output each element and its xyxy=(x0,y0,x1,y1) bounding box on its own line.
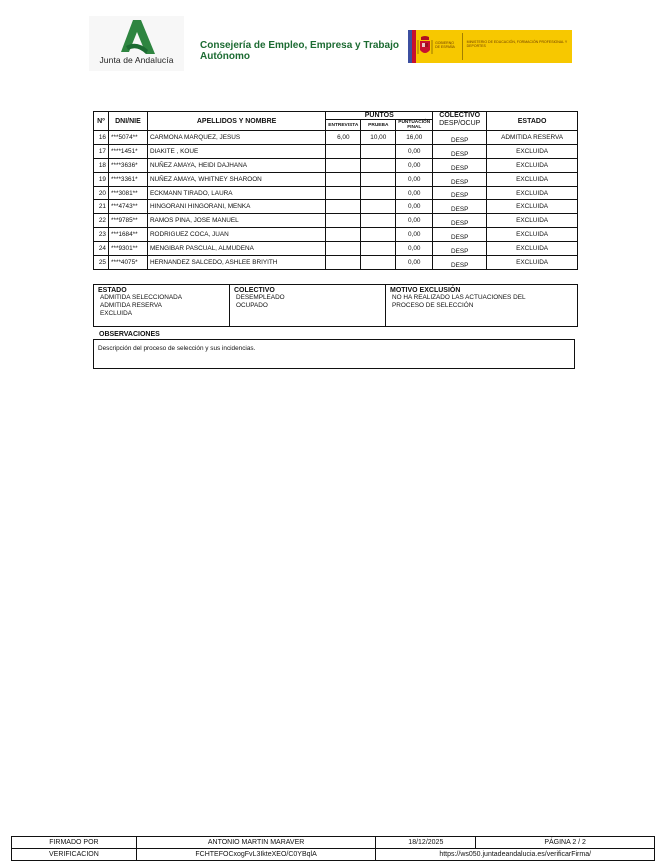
entrevista-cell: 6,00 xyxy=(326,131,361,145)
verificacion-label: VERIFICACION xyxy=(12,849,137,861)
dni-cell: ***4743** xyxy=(108,200,147,214)
observaciones-title: OBSERVACIONES xyxy=(99,331,160,338)
ministerio-label: MINISTERIO DE EDUCACIÓN, FORMACIÓN PROFESIONAL Y DEPORTES xyxy=(466,40,568,48)
col-header-n: Nº xyxy=(94,112,109,131)
colectivo-cell: DESP xyxy=(433,228,487,242)
col-header-nombre: APELLIDOS Y NOMBRE xyxy=(147,112,325,131)
prueba-cell: 10,00 xyxy=(361,131,396,145)
entrevista-cell xyxy=(326,228,361,242)
colectivo-cell: DESP xyxy=(433,242,487,256)
col-header-entrevista: ENTREVISTA xyxy=(326,120,361,131)
dni-cell: ***5074** xyxy=(108,131,147,145)
observaciones-box: Descripción del proceso de selección y sus incidencias. xyxy=(93,339,575,369)
puntuacion-final-cell: 0,00 xyxy=(396,228,433,242)
row-number: 25 xyxy=(94,256,109,270)
firmado-label: FIRMADO POR xyxy=(12,837,137,849)
puntuacion-final-cell: 0,00 xyxy=(396,144,433,158)
col-header-colectivo: COLECTIVO xyxy=(433,112,487,120)
consejeria-title xyxy=(200,40,399,62)
name-cell: CARMONA MARQUEZ, JESUS xyxy=(147,131,325,145)
col-header-estado: ESTADO xyxy=(487,112,578,131)
legend-motivo-item: NO HA REALIZADO LAS ACTUACIONES DEL xyxy=(392,294,526,301)
results-table xyxy=(93,111,578,270)
puntuacion-final-cell: 0,00 xyxy=(396,158,433,172)
entrevista-cell xyxy=(326,242,361,256)
col-header-dni: DNI/NIE xyxy=(108,112,147,131)
name-cell: NUÑEZ AMAYA, WHITNEY SHAROON xyxy=(147,172,325,186)
estado-cell: EXCLUIDA xyxy=(487,242,578,256)
name-cell: RAMOS PINA, JOSE MANUEL xyxy=(147,214,325,228)
estado-cell: EXCLUIDA xyxy=(487,186,578,200)
col-header-colectivo-sub: DESP/OCUP xyxy=(433,120,487,131)
legend-colectivo-title: COLECTIVO xyxy=(234,287,275,294)
row-number: 16 xyxy=(94,131,109,145)
footer-row-verificacion xyxy=(12,849,655,861)
estado-cell: EXCLUIDA xyxy=(487,256,578,270)
prueba-cell xyxy=(361,186,396,200)
prueba-cell xyxy=(361,158,396,172)
legend-estado-item: ADMITIDA RESERVA xyxy=(100,301,162,309)
entrevista-cell xyxy=(326,256,361,270)
gobierno-label: GOBIERNO DE ESPAÑA xyxy=(435,41,455,49)
puntuacion-final-cell: 0,00 xyxy=(396,214,433,228)
logo-text: Junta de Andalucía xyxy=(99,55,174,65)
puntuacion-final-cell: 0,00 xyxy=(396,186,433,200)
entrevista-cell xyxy=(326,158,361,172)
table-row xyxy=(94,172,578,186)
prueba-cell xyxy=(361,242,396,256)
colectivo-cell: DESP xyxy=(433,200,487,214)
coat-of-arms-icon xyxy=(416,30,435,63)
legend-motivo-title: MOTIVO EXCLUSIÓN xyxy=(390,287,461,294)
prueba-cell xyxy=(361,256,396,270)
name-cell: NUÑEZ AMAYA, HEIDI DAJHANA xyxy=(147,158,325,172)
prueba-cell xyxy=(361,214,396,228)
legend-motivo-item: PROCESO DE SELECCIÓN xyxy=(392,301,474,309)
row-number: 17 xyxy=(94,144,109,158)
dni-cell: ****1451* xyxy=(108,144,147,158)
junta-andalucia-logo xyxy=(89,16,184,71)
entrevista-cell xyxy=(326,172,361,186)
col-header-puntuacion-final: PUNTUACIÓN FINAL xyxy=(396,120,433,131)
prueba-cell xyxy=(361,228,396,242)
estado-cell: EXCLUIDA xyxy=(487,228,578,242)
table-row xyxy=(94,214,578,228)
row-number: 22 xyxy=(94,214,109,228)
signature-date: 18/12/2025 xyxy=(376,837,476,849)
estado-cell: EXCLUIDA xyxy=(487,200,578,214)
consejeria-line-2: Autónomo xyxy=(200,51,250,62)
colectivo-cell: DESP xyxy=(433,144,487,158)
row-number: 19 xyxy=(94,172,109,186)
legend-estado-item: ADMITIDA SELECCIONADA xyxy=(100,294,183,301)
name-cell: ECKMANN TIRADO, LAURA xyxy=(147,186,325,200)
colectivo-cell: DESP xyxy=(433,131,487,145)
legend-box xyxy=(93,284,578,327)
legend-colectivo-item: OCUPADO xyxy=(236,301,268,309)
dni-cell: ***9301** xyxy=(108,242,147,256)
estado-cell: EXCLUIDA xyxy=(487,172,578,186)
row-number: 20 xyxy=(94,186,109,200)
table-row xyxy=(94,228,578,242)
firmado-value: ANTONIO MARTIN MARAVER xyxy=(136,837,376,849)
estado-cell: EXCLUIDA xyxy=(487,144,578,158)
dni-cell: ***3081** xyxy=(108,186,147,200)
legend-colectivo xyxy=(230,285,386,326)
dni-cell: ***9785** xyxy=(108,214,147,228)
dni-cell: ****4075* xyxy=(108,256,147,270)
entrevista-cell xyxy=(326,214,361,228)
document-header xyxy=(0,0,660,80)
prueba-cell xyxy=(361,144,396,158)
consejeria-line-1: Consejería de Empleo, Empresa y Trabajo xyxy=(200,40,399,51)
entrevista-cell xyxy=(326,200,361,214)
signature-footer xyxy=(11,836,655,861)
dni-cell: ***1684** xyxy=(108,228,147,242)
name-cell: HINGORANI HINGORANI, MENKA xyxy=(147,200,325,214)
puntuacion-final-cell: 0,00 xyxy=(396,172,433,186)
logo-divider xyxy=(462,33,463,60)
table-row xyxy=(94,200,578,214)
name-cell: HERNANDEZ SALCEDO, ASHLEE BRIYITH xyxy=(147,256,325,270)
colectivo-cell: DESP xyxy=(433,186,487,200)
name-cell: RODRIGUEZ COCA, JUAN xyxy=(147,228,325,242)
table-row xyxy=(94,256,578,270)
table-row xyxy=(94,186,578,200)
row-number: 23 xyxy=(94,228,109,242)
table-row xyxy=(94,131,578,145)
legend-colectivo-item: DESEMPLEADO xyxy=(236,294,285,301)
estado-cell: EXCLUIDA xyxy=(487,214,578,228)
page-number: PÁGINA 2 / 2 xyxy=(476,837,655,849)
puntuacion-final-cell: 16,00 xyxy=(396,131,433,145)
colectivo-cell: DESP xyxy=(433,256,487,270)
table-row xyxy=(94,144,578,158)
dni-cell: ****3636* xyxy=(108,158,147,172)
prueba-cell xyxy=(361,200,396,214)
legend-estado-item: EXCLUIDA xyxy=(100,309,132,317)
row-number: 18 xyxy=(94,158,109,172)
entrevista-cell xyxy=(326,144,361,158)
colectivo-cell: DESP xyxy=(433,214,487,228)
table-row xyxy=(94,158,578,172)
estado-cell: ADMITIDA RESERVA xyxy=(487,131,578,145)
legend-estado-title: ESTADO xyxy=(98,287,127,294)
entrevista-cell xyxy=(326,186,361,200)
estado-cell: EXCLUIDA xyxy=(487,158,578,172)
footer-row-firmado xyxy=(12,837,655,849)
prueba-cell xyxy=(361,172,396,186)
table-row xyxy=(94,242,578,256)
dni-cell: ****3361* xyxy=(108,172,147,186)
name-cell: MENGIBAR PASCUAL, ALMUDENA xyxy=(147,242,325,256)
verificacion-url[interactable]: https://ws050.juntadeandalucia.es/verificarFirma/ xyxy=(376,849,655,861)
name-cell: DIAKITE , KOUE xyxy=(147,144,325,158)
row-number: 21 xyxy=(94,200,109,214)
col-header-prueba: PRUEBA xyxy=(361,120,396,131)
junta-a-icon xyxy=(117,20,157,54)
puntuacion-final-cell: 0,00 xyxy=(396,256,433,270)
legend-estado xyxy=(94,285,230,326)
puntuacion-final-cell: 0,00 xyxy=(396,200,433,214)
colectivo-cell: DESP xyxy=(433,172,487,186)
verificacion-code: FCHTEFOCxogFvL3IkteXEO/C0YBqlA xyxy=(136,849,376,861)
col-header-puntos: PUNTOS xyxy=(326,112,433,120)
row-number: 24 xyxy=(94,242,109,256)
gobierno-espana-logo xyxy=(408,30,572,63)
legend-motivo xyxy=(386,285,577,326)
puntuacion-final-cell: 0,00 xyxy=(396,242,433,256)
colectivo-cell: DESP xyxy=(433,158,487,172)
table-header-row xyxy=(94,112,578,120)
